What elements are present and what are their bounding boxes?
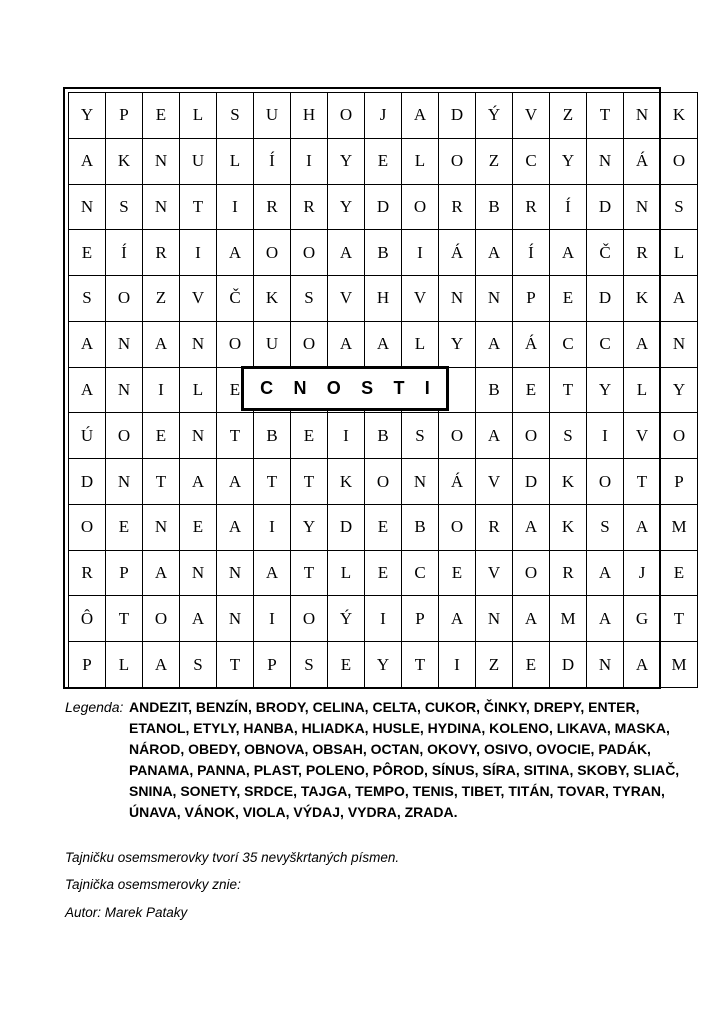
grid-cell: O <box>254 230 291 276</box>
grid-cell: I <box>439 642 476 688</box>
grid-cell: B <box>402 504 439 550</box>
grid-cell: A <box>439 596 476 642</box>
grid-cell: Z <box>143 276 180 322</box>
grid-cell: E <box>143 413 180 459</box>
grid-cell: I <box>328 413 365 459</box>
grid-cell: I <box>587 413 624 459</box>
grid-cell: K <box>106 138 143 184</box>
grid-row <box>69 550 698 596</box>
grid-cell: Á <box>439 230 476 276</box>
grid-cell: A <box>587 550 624 596</box>
grid-cell: R <box>550 550 587 596</box>
grid-cell: N <box>106 367 143 413</box>
grid-cell: M <box>661 642 698 688</box>
grid-cell: Y <box>550 138 587 184</box>
grid-cell: S <box>180 642 217 688</box>
grid-row <box>69 596 698 642</box>
grid-cell: O <box>513 550 550 596</box>
grid-cell: T <box>291 459 328 505</box>
grid-cell: N <box>69 184 106 230</box>
grid-cell: S <box>587 504 624 550</box>
grid-cell: Z <box>476 642 513 688</box>
grid-cell: U <box>254 93 291 139</box>
grid-cell: Á <box>439 459 476 505</box>
grid-cell: B <box>476 367 513 413</box>
grid-cell: S <box>106 184 143 230</box>
grid-cell: P <box>661 459 698 505</box>
grid-cell: C <box>513 138 550 184</box>
grid-cell: A <box>513 596 550 642</box>
grid-cell: D <box>513 459 550 505</box>
grid-cell: Y <box>439 321 476 367</box>
grid-cell: R <box>624 230 661 276</box>
grid-cell: A <box>217 459 254 505</box>
grid-cell: E <box>217 367 254 413</box>
grid-cell: E <box>328 642 365 688</box>
grid-cell: Ý <box>476 93 513 139</box>
grid-cell: P <box>254 642 291 688</box>
answer-line: Tajnička osemsmerovky znie: <box>65 877 241 892</box>
grid-cell: D <box>587 276 624 322</box>
grid-cell: L <box>661 230 698 276</box>
grid-cell: D <box>550 642 587 688</box>
grid-cell: A <box>180 596 217 642</box>
grid-cell: M <box>550 596 587 642</box>
hidden-word-letter: S <box>361 378 374 398</box>
grid-cell: L <box>217 138 254 184</box>
grid-cell: I <box>291 138 328 184</box>
grid-row <box>69 138 698 184</box>
grid-cell: K <box>661 93 698 139</box>
grid-cell: U <box>254 321 291 367</box>
author-line: Autor: Marek Pataky <box>65 905 188 920</box>
grid-cell: B <box>365 413 402 459</box>
grid-cell: E <box>661 550 698 596</box>
grid-cell: A <box>328 321 365 367</box>
grid-cell: K <box>624 276 661 322</box>
grid-cell: I <box>254 504 291 550</box>
grid-cell: E <box>291 413 328 459</box>
grid-cell: A <box>402 93 439 139</box>
grid-cell: O <box>291 596 328 642</box>
grid-cell: C <box>587 321 624 367</box>
grid-cell: N <box>402 459 439 505</box>
grid-cell: Č <box>217 276 254 322</box>
grid-cell: L <box>402 321 439 367</box>
grid-cell: A <box>217 504 254 550</box>
grid-cell: C <box>550 321 587 367</box>
grid-cell: O <box>106 276 143 322</box>
grid-cell: N <box>180 321 217 367</box>
grid-cell: D <box>439 93 476 139</box>
grid-cell: L <box>180 93 217 139</box>
grid-cell: O <box>439 138 476 184</box>
grid-cell: T <box>402 642 439 688</box>
grid-cell: J <box>365 93 402 139</box>
grid-cell: I <box>217 184 254 230</box>
grid-cell: A <box>624 642 661 688</box>
grid-cell: E <box>69 230 106 276</box>
grid-cell: K <box>328 459 365 505</box>
grid-cell: H <box>291 93 328 139</box>
grid-cell: A <box>624 504 661 550</box>
grid-cell: V <box>476 550 513 596</box>
grid-cell: Č <box>587 230 624 276</box>
grid-cell: N <box>106 459 143 505</box>
grid-cell: D <box>365 184 402 230</box>
grid-cell: O <box>661 138 698 184</box>
grid-cell: A <box>365 321 402 367</box>
grid-cell: E <box>513 367 550 413</box>
grid-cell: R <box>69 550 106 596</box>
grid-cell: V <box>180 276 217 322</box>
grid-cell: Y <box>661 367 698 413</box>
grid-cell: O <box>513 413 550 459</box>
grid-cell: A <box>550 230 587 276</box>
grid-cell: M <box>661 504 698 550</box>
grid-cell: A <box>217 230 254 276</box>
grid-cell: N <box>476 596 513 642</box>
grid-cell: D <box>328 504 365 550</box>
grid-cell: O <box>661 413 698 459</box>
hidden-word-letter: C <box>260 378 274 398</box>
hidden-word-letter: O <box>326 378 341 398</box>
grid-cell: Ý <box>328 596 365 642</box>
highlighted-word-box <box>241 366 449 411</box>
grid-cell: P <box>513 276 550 322</box>
grid-cell: V <box>513 93 550 139</box>
grid-cell: D <box>69 459 106 505</box>
grid-cell: N <box>624 184 661 230</box>
grid-cell: N <box>476 276 513 322</box>
grid-cell: S <box>69 276 106 322</box>
grid-cell: E <box>365 138 402 184</box>
grid-row <box>69 230 698 276</box>
grid-cell: O <box>439 504 476 550</box>
grid-row <box>69 93 698 139</box>
grid-row <box>69 276 698 322</box>
grid-cell: P <box>69 642 106 688</box>
grid-cell: C <box>402 550 439 596</box>
grid-row <box>69 184 698 230</box>
grid-cell: Í <box>513 230 550 276</box>
grid-cell: A <box>143 321 180 367</box>
grid-cell: H <box>365 276 402 322</box>
grid-cell: N <box>143 184 180 230</box>
grid-cell: S <box>661 184 698 230</box>
grid-cell: A <box>69 138 106 184</box>
grid-cell: R <box>254 184 291 230</box>
grid-cell: N <box>180 550 217 596</box>
grid-cell: R <box>291 184 328 230</box>
grid-cell: B <box>254 413 291 459</box>
grid-cell: T <box>661 596 698 642</box>
grid-cell: E <box>106 504 143 550</box>
grid-cell: O <box>587 459 624 505</box>
legend-label: Legenda: <box>65 699 124 715</box>
legend-word-list: ANDEZIT, BENZÍN, BRODY, CELINA, CELTA, CUKOR, ČINKY, DREPY, ENTER, ETANOL, ETYLY, HANBA, HLIADKA, HUSLE, HYDINA, KOLENO, LIKAVA, MASKA, NÁROD, OBEDY, OBNOVA, OBSAH, OCTAN, OKOVY, OSIVO, OVOCIE, PADÁK, PANAMA, PANNA, PLAST, POLENO, PÔROD, SÍNUS, SÍRA, SITINA, SKOBY, SLIAČ, SNINA, SONETY, SRDCE, TAJGA, TEMPO, TENIS, TIBET, TITÁN, TOVAR, TYRAN, ÚNAVA, VÁNOK, VIOLA, VÝDAJ, VYDRA, ZRADA. <box>129 699 680 820</box>
grid-cell: E <box>513 642 550 688</box>
grid-cell: E <box>180 504 217 550</box>
grid-cell: N <box>180 413 217 459</box>
grid-cell: A <box>69 321 106 367</box>
grid-cell: D <box>587 184 624 230</box>
grid-cell: R <box>513 184 550 230</box>
grid-cell: B <box>476 184 513 230</box>
grid-cell: A <box>476 321 513 367</box>
grid-cell: R <box>439 184 476 230</box>
grid-cell: Í <box>254 138 291 184</box>
grid-cell: N <box>217 596 254 642</box>
grid-cell: Y <box>587 367 624 413</box>
grid-row <box>69 504 698 550</box>
grid-row <box>69 321 698 367</box>
grid-cell: Á <box>624 138 661 184</box>
grid-cell: O <box>143 596 180 642</box>
grid-row <box>69 642 698 688</box>
grid-cell: I <box>365 596 402 642</box>
grid-cell: E <box>365 504 402 550</box>
grid-cell: A <box>661 276 698 322</box>
grid-cell: Y <box>291 504 328 550</box>
grid-cell: N <box>143 138 180 184</box>
grid-cell: A <box>513 504 550 550</box>
grid-cell: E <box>143 93 180 139</box>
grid-cell: U <box>180 138 217 184</box>
grid-cell: O <box>402 184 439 230</box>
grid-cell: R <box>143 230 180 276</box>
grid-cell: E <box>550 276 587 322</box>
grid-cell: T <box>106 596 143 642</box>
grid-cell: A <box>476 413 513 459</box>
grid-cell: L <box>106 642 143 688</box>
grid-cell: Ô <box>69 596 106 642</box>
grid-cell: Ú <box>69 413 106 459</box>
grid-cell: S <box>291 276 328 322</box>
grid-cell: A <box>587 596 624 642</box>
grid-cell: S <box>217 93 254 139</box>
grid-cell: I <box>180 230 217 276</box>
grid-cell: S <box>550 413 587 459</box>
grid-cell: V <box>402 276 439 322</box>
grid-cell: V <box>328 276 365 322</box>
grid-cell: Á <box>513 321 550 367</box>
hidden-word-letter: I <box>424 378 430 398</box>
grid-cell: L <box>402 138 439 184</box>
grid-cell: K <box>550 459 587 505</box>
grid-cell: T <box>291 550 328 596</box>
grid-cell: A <box>180 459 217 505</box>
grid-cell: N <box>661 321 698 367</box>
grid-cell: P <box>402 596 439 642</box>
grid-cell: O <box>291 321 328 367</box>
grid-cell: T <box>143 459 180 505</box>
grid-cell: L <box>624 367 661 413</box>
letter-count-note: Tajničku osemsmerovky tvorí 35 nevyškrtaných písmen. <box>65 850 400 865</box>
grid-cell: Y <box>328 184 365 230</box>
grid-cell: S <box>291 642 328 688</box>
grid-cell: E <box>439 550 476 596</box>
grid-cell: P <box>106 93 143 139</box>
grid-cell: A <box>69 367 106 413</box>
grid-cell: N <box>439 276 476 322</box>
grid-cell: O <box>365 459 402 505</box>
grid-cell: A <box>143 642 180 688</box>
grid-cell: V <box>624 413 661 459</box>
grid-cell: O <box>217 321 254 367</box>
grid-row <box>69 459 698 505</box>
grid-cell: T <box>217 413 254 459</box>
grid-cell: N <box>587 138 624 184</box>
grid-cell: K <box>254 276 291 322</box>
grid-cell: L <box>328 550 365 596</box>
grid-cell: Y <box>365 642 402 688</box>
grid-cell: V <box>476 459 513 505</box>
grid-cell: A <box>143 550 180 596</box>
grid-cell: G <box>624 596 661 642</box>
hidden-word-letter: N <box>293 378 307 398</box>
grid-cell: Í <box>106 230 143 276</box>
grid-cell: L <box>180 367 217 413</box>
grid-cell: I <box>402 230 439 276</box>
grid-cell: Y <box>328 138 365 184</box>
grid-cell: N <box>143 504 180 550</box>
grid-row <box>69 413 698 459</box>
grid-cell: N <box>624 93 661 139</box>
grid-cell: P <box>106 550 143 596</box>
grid-cell: R <box>476 504 513 550</box>
grid-cell: N <box>106 321 143 367</box>
grid-cell: T <box>587 93 624 139</box>
grid-cell: A <box>328 230 365 276</box>
grid-cell: I <box>254 596 291 642</box>
grid-cell: A <box>476 230 513 276</box>
grid-cell: O <box>328 93 365 139</box>
grid-cell: E <box>365 550 402 596</box>
hidden-word-letter: T <box>393 378 405 398</box>
grid-cell: B <box>365 230 402 276</box>
grid-cell: J <box>624 550 661 596</box>
grid-cell: O <box>291 230 328 276</box>
grid-cell: T <box>624 459 661 505</box>
grid-cell: T <box>217 642 254 688</box>
grid-cell: Z <box>550 93 587 139</box>
grid-cell: N <box>217 550 254 596</box>
grid-cell: Y <box>69 93 106 139</box>
grid-cell: A <box>254 550 291 596</box>
grid-cell: I <box>143 367 180 413</box>
grid-cell: T <box>550 367 587 413</box>
grid-cell: O <box>106 413 143 459</box>
grid-cell: O <box>439 413 476 459</box>
grid-cell: T <box>180 184 217 230</box>
grid-cell: S <box>402 413 439 459</box>
grid-cell: T <box>254 459 291 505</box>
grid-cell: K <box>550 504 587 550</box>
grid-cell: N <box>587 642 624 688</box>
grid-cell: Í <box>550 184 587 230</box>
grid-cell: O <box>69 504 106 550</box>
grid-cell: A <box>624 321 661 367</box>
grid-cell: Z <box>476 138 513 184</box>
